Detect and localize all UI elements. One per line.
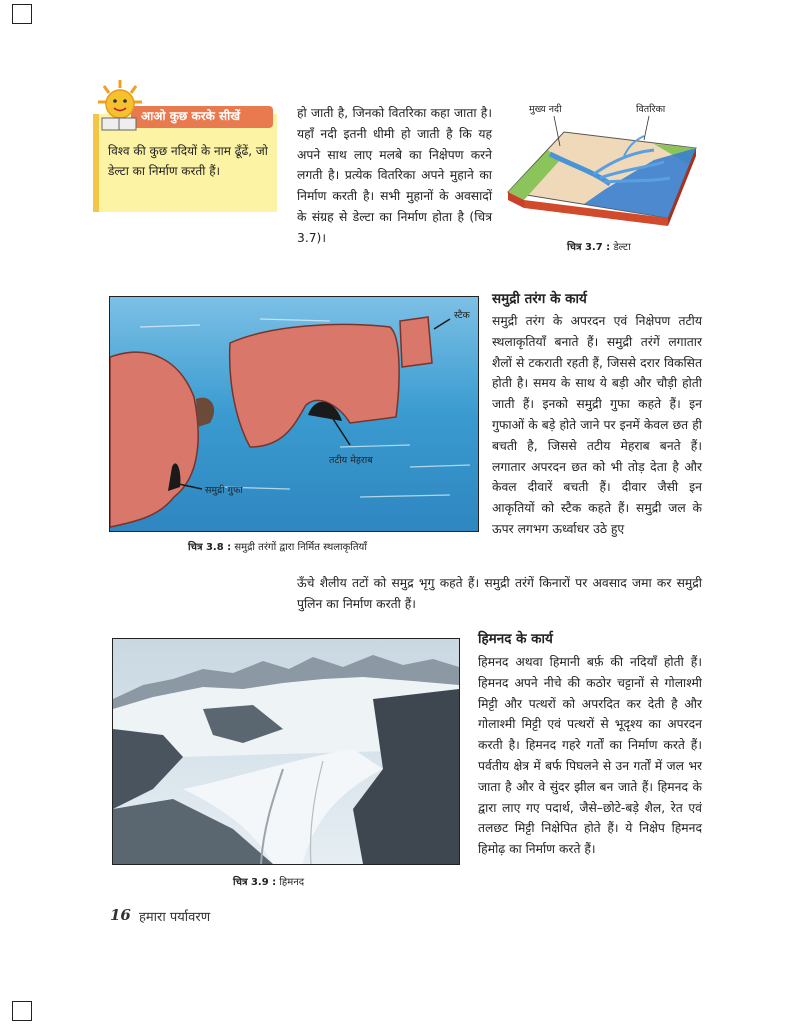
waves-paragraph-1: समुद्री तरंग के अपरदन एवं निक्षेपण तटीय स्थलाकृतियाँ बनाते हैं। समुद्री तरंगें लगातार शैलों से टकराती रहती हैं, जिससे दरार विकसित होती है। समय के साथ ये बड़ी और चौड़ी होती जाती हैं। इनको समुद्री गुफा कहते हैं। इन गुफाओं के बड़े होते जाने पर इनमें केवल छत ही बचती है, जिससे तटीय मेहराब बनते हैं। लगातार अपरदन छत को भी तोड़ देता है और केवल दीवारें बचती हैं। दीवार जैसी इन आकृतियों को स्टैक कहते हैं। समुद्री जल के ऊपर लगभग ऊर्ध्वाधर उठे हुए (492, 314, 702, 536)
intro-paragraph: हो जाती है, जिनको वितरिका कहा जाता है। यहाँ नदी इतनी धीमी हो जाती है कि यह अपने साथ लाए मलबे का निक्षेपण करने लगती है। प्रत्येक वितरिका अपने मुहाने का निर्माण करती है। सभी मुहानों के अवसादों के संग्रह से डेल्टा का निर्माण होता है (चित्र 3.7)। (297, 106, 492, 245)
crop-mark-bottom (12, 1001, 32, 1021)
label-main-river: मुख्य नदी (529, 104, 562, 115)
figure-3-7-caption (567, 239, 631, 253)
caption-text: समुद्री तरंगों द्वारा निर्मित स्थलाकृतियाँ (234, 542, 367, 553)
caption-number: चित्र 3.7 : (567, 242, 611, 253)
caption-number: चित्र 3.9 : (233, 877, 277, 888)
figure-3-8-coastal-landforms (109, 296, 479, 532)
callout-title: आओ कुछ करके सीखें (141, 109, 241, 123)
section-heading-glacier: हिमनद के कार्य (478, 631, 553, 647)
label-arch: तटीय मेहराब (329, 455, 373, 466)
figure-3-9-glacier-photo (112, 638, 460, 865)
page-number: 16 (110, 906, 131, 924)
waves-paragraph-2: ऊँचे शैलीय तटों को समुद्र भृगु कहते हैं। समुद्री तरंगें किनारों पर अवसाद जमा कर समुद्री पुलिन का निर्माण करती हैं। (297, 576, 702, 611)
label-stack: स्टैक (454, 310, 470, 321)
figure-3-7-delta (504, 100, 704, 235)
figure-3-8-caption (188, 539, 367, 553)
callout-text: विश्व की कुछ नदियों के नाम ढूँढें, जो डेल्टा का निर्माण करती हैं। (108, 144, 268, 178)
caption-text: डेल्टा (613, 242, 631, 253)
caption-number: चित्र 3.8 : (188, 542, 232, 553)
label-sea-cave: समुद्री गुफा (205, 485, 243, 496)
label-distributary: वितरिका (636, 104, 666, 115)
book-title: हमारा पर्यावरण (139, 910, 211, 925)
figure-3-9-caption (233, 874, 304, 888)
section-heading-waves: समुद्री तरंग के कार्य (492, 291, 587, 307)
caption-text: हिमनद (279, 877, 305, 888)
crop-mark-top (12, 4, 32, 24)
glacier-paragraph: हिमनद अथवा हिमानी बर्फ़ की नदियाँ होती हैं। हिमनद अपने नीचे की कठोर चट्टानों से गोलाश्मी मिट्टी और पत्थरों को अपरदित कर देती है और गोलाश्मी मिट्टी एवं पत्थरों से भूदृश्य का अपरदन करती है। हिमनद गहरे गर्तों का निर्माण करते हैं। पर्वतीय क्षेत्र में बर्फ पिघलने से उन गर्तों में जल भर जाता है और वे सुंदर झील बन जाते हैं। हिमनद के द्वारा लाए गए पदार्थ, जैसे–छोटे-बड़े शैल, रेत एवं तलछट मिट्टी निक्षेपित होते हैं। ये निक्षेप हिमनद हिमोढ़ का निर्माण करते हैं। (478, 655, 702, 857)
